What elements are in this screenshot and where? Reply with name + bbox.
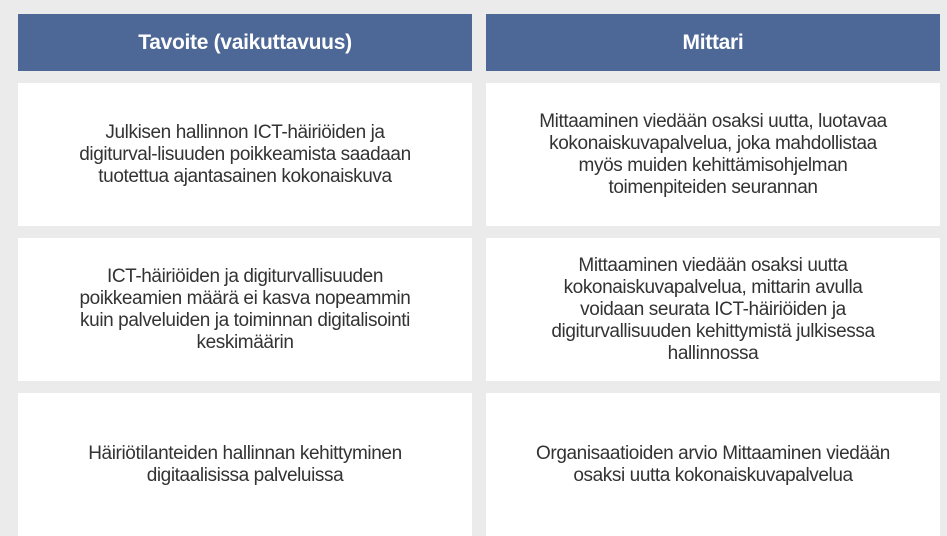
row-3-goal: Häiriötilanteiden hallinnan kehittyminen digitaalisissa palveluissa [18,393,472,536]
header-metric: Mittari [486,14,940,71]
row-1-metric: Mittaaminen viedään osaksi uutta, luotavaa kokonaiskuvapalvelua, joka mahdollistaa myös muiden kehittämisohjelman toimenpiteiden seurannan [486,83,940,226]
header-goal: Tavoite (vaikuttavuus) [18,14,472,71]
row-2-goal: ICT-häiriöiden ja digiturvallisuuden poikkeamien määrä ei kasva nopeammin kuin palveluiden ja toiminnan digitalisointi keskimäärin [18,238,472,381]
row-3-metric: Organisaatioiden arvio Mittaaminen viedään osaksi uutta kokonaiskuvapalvelua [486,393,940,536]
row-2-metric: Mittaaminen viedään osaksi uutta kokonaiskuvapalvelua, mittarin avulla voidaan seurata ICT-häiriöiden ja digiturvallisuuden kehittymistä julkisessa hallinnossa [486,238,940,381]
row-1-goal: Julkisen hallinnon ICT-häiriöiden ja digiturval-lisuuden poikkeamista saadaan tuotettua ajantasainen kokonaiskuva [18,83,472,226]
